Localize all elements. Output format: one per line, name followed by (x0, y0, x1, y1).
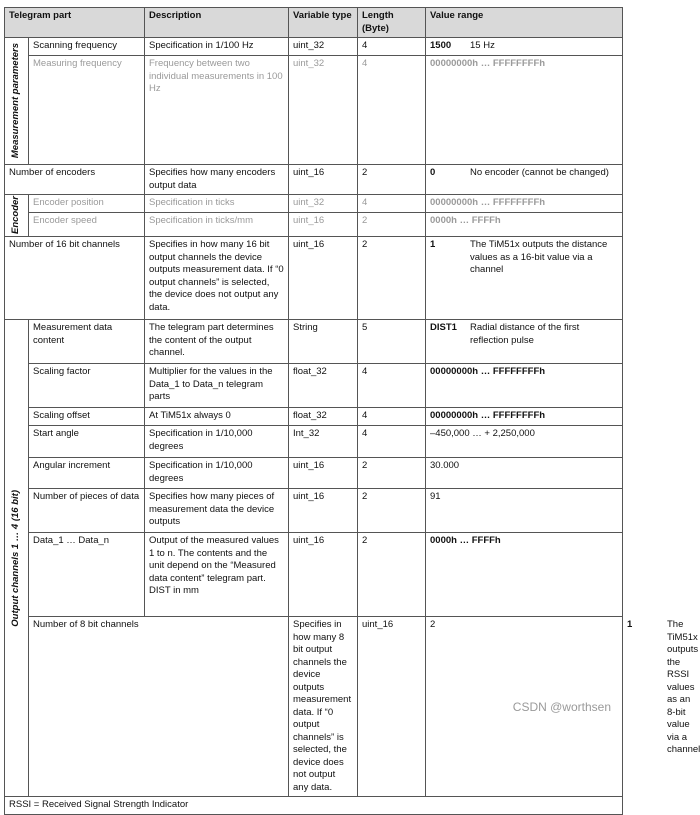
cell-desc: Multiplier for the values in the Data_1 to Data_n telegram parts (145, 364, 289, 408)
cell-part: Encoder position (29, 195, 145, 213)
cell-range: 1500 15 Hz (426, 38, 623, 56)
header-description: Description (145, 8, 289, 38)
cell-length: 2 (358, 489, 426, 533)
cell-type: float_32 (289, 408, 358, 426)
footer-row (5, 797, 623, 815)
cell-range: 91 (426, 489, 623, 533)
cell-type: uint_16 (289, 533, 358, 617)
cell-type: uint_16 (289, 213, 358, 237)
table-row (5, 165, 623, 195)
cell-length: 5 (358, 320, 426, 364)
cell-range: 00000000h … FFFFFFFFh (426, 364, 623, 408)
table-row (5, 320, 623, 364)
cell-length: 2 (358, 458, 426, 489)
header-part: Telegram part (5, 8, 145, 38)
cell-range: 00000000h … FFFFFFFFh (426, 195, 623, 213)
telegram-spec-table (4, 7, 700, 815)
cell-length: 2 (426, 617, 623, 797)
table-row (5, 533, 623, 617)
cell-desc: Output of the measured values 1 to n. The contents and the unit depend on the “Measured data content” telegram part. DIST in mm (145, 533, 289, 617)
header-type: Variable type (289, 8, 358, 38)
cell-desc: Specifies how many encoders output data (145, 165, 289, 195)
cell-part: Scaling factor (29, 364, 145, 408)
cell-type: String (289, 320, 358, 364)
cell-range: 0 No encoder (cannot be changed) (426, 165, 623, 195)
cell-type: uint_16 (289, 458, 358, 489)
cell-desc: The telegram part determines the content of the output channel. (145, 320, 289, 364)
cell-part: Data_1 … Data_n (29, 533, 145, 617)
cell-part: Number of 16 bit channels (5, 237, 145, 320)
cell-desc: Frequency between two individual measurements in 100 Hz (145, 56, 289, 165)
table-row (5, 213, 623, 237)
cell-part: Encoder speed (29, 213, 145, 237)
cell-desc: Specification in ticks/mm (145, 213, 289, 237)
header-range: Value range (426, 8, 623, 38)
cell-range: 30.000 (426, 458, 623, 489)
group-label-encoder: Encoder (5, 195, 29, 237)
group-label-measurement: Measurement parameters (5, 38, 29, 165)
header-row (5, 8, 623, 38)
table-row (5, 56, 623, 165)
cell-type: uint_16 (358, 617, 426, 797)
table-row (5, 408, 623, 426)
cell-range: DIST1 Radial distance of the first reflection pulse (426, 320, 623, 364)
cell-desc: Specification in 1/10,000 degrees (145, 458, 289, 489)
table-row (5, 458, 623, 489)
cell-length: 4 (358, 56, 426, 165)
cell-length: 4 (358, 408, 426, 426)
cell-part: Scanning frequency (29, 38, 145, 56)
cell-desc: Specifies in how many 16 bit output channels the device outputs measurement data. If “0 output channels” is selected, the device does not output any data. (145, 237, 289, 320)
table-row (5, 489, 623, 533)
cell-length: 2 (358, 533, 426, 617)
cell-type: uint_32 (289, 56, 358, 165)
cell-length: 4 (358, 364, 426, 408)
cell-part: Measurement data content (29, 320, 145, 364)
cell-part: Scaling offset (29, 408, 145, 426)
cell-desc: Specifies how many pieces of measurement data the device outputs (145, 489, 289, 533)
table-row (5, 364, 623, 408)
cell-length: 2 (358, 237, 426, 320)
cell-range: 0000h … FFFFh (426, 533, 623, 617)
cell-length: 4 (358, 195, 426, 213)
cell-desc: Specification in 1/100 Hz (145, 38, 289, 56)
table-row: Number of 8 bit channels Specifies in how many 8 bit output channels the device outputs measurement data. If “0 output channels” is selected, the device does not output any data. uint_16 2 1 The TiM51x outputs the RSSI values as an 8-bit value via a channel (5, 617, 623, 797)
cell-desc: Specifies in how many 8 bit output channels the device outputs measurement data. If “0 output channels” is selected, the device does not output any data. (289, 617, 358, 797)
cell-type: uint_16 (289, 237, 358, 320)
cell-part: Start angle (29, 426, 145, 458)
cell-desc: Specification in 1/10,000 degrees (145, 426, 289, 458)
cell-length: 2 (358, 213, 426, 237)
cell-part: Number of encoders (5, 165, 145, 195)
cell-range: 00000000h … FFFFFFFFh (426, 408, 623, 426)
cell-type: Int_32 (289, 426, 358, 458)
cell-type: uint_32 (289, 195, 358, 213)
cell-range: 1 The TiM51x outputs the distance values as a 16-bit value via a channel (426, 237, 623, 320)
table-row (5, 38, 623, 56)
cell-length: 4 (358, 426, 426, 458)
cell-part: Measuring frequency (29, 56, 145, 165)
cell-type: uint_32 (289, 38, 358, 56)
cell-range: –450,000 … + 2,250,000 (426, 426, 623, 458)
cell-type: uint_16 (289, 489, 358, 533)
group-label-output: Output channels 1 … 4 (16 bit) (5, 320, 29, 797)
cell-part: Angular increment (29, 458, 145, 489)
cell-type: float_32 (289, 364, 358, 408)
footnote: RSSI = Received Signal Strength Indicator (5, 797, 623, 815)
table-row (5, 426, 623, 458)
header-length: Length (Byte) (358, 8, 426, 38)
cell-range: 0000h … FFFFh (426, 213, 623, 237)
cell-length: 4 (358, 38, 426, 56)
cell-desc: At TiM51x always 0 (145, 408, 289, 426)
cell-type: uint_16 (289, 165, 358, 195)
cell-range: 00000000h … FFFFFFFFh (426, 56, 623, 165)
watermark: CSDN @worthsen (512, 700, 611, 714)
cell-length: 2 (358, 165, 426, 195)
cell-part: Number of pieces of data (29, 489, 145, 533)
cell-part: Number of 8 bit channels (29, 617, 289, 797)
table-row (5, 195, 623, 213)
cell-desc: Specification in ticks (145, 195, 289, 213)
table-row (5, 237, 623, 320)
